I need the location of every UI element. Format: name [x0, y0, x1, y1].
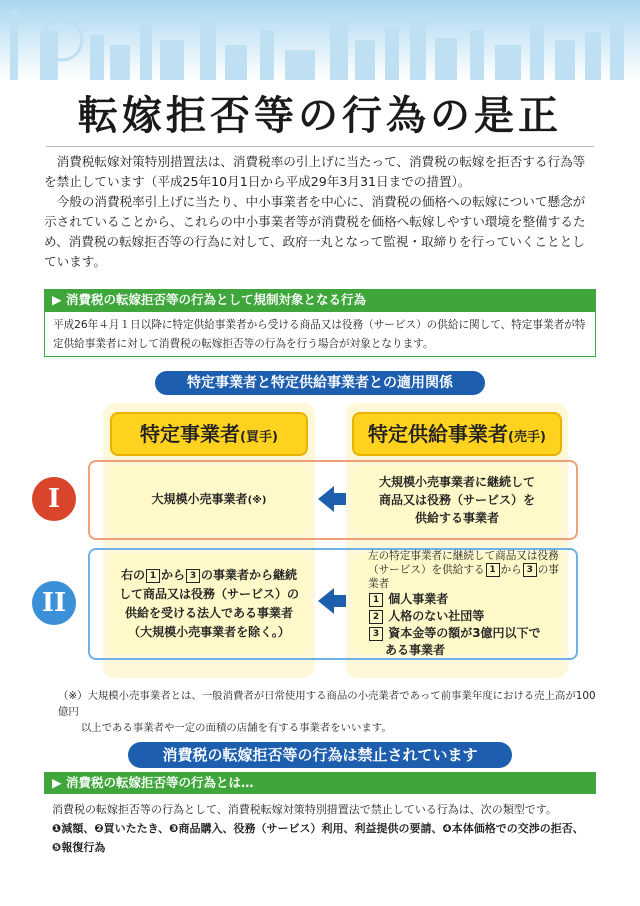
row2-badge: II	[32, 581, 76, 625]
row1-buyer-mark: (※)	[247, 495, 267, 506]
row2-seller-item-3-cont: ある事業者	[385, 643, 446, 657]
num-1-box-small: 1	[486, 563, 500, 577]
num-1-box: 1	[146, 569, 160, 583]
buyer-header-tag: (買手)	[240, 430, 278, 445]
item-2-num: 2	[369, 610, 383, 624]
row2-buyer-b: から	[160, 568, 185, 582]
footnote-line-1: （※）大規模小売事業者とは、一般消費者が日常使用する商品の小売業者であって前事業年度における売上高が100億円	[58, 690, 596, 718]
row1-arrow-icon	[318, 484, 346, 514]
num-3-box: 3	[186, 569, 200, 583]
footnote	[58, 688, 598, 736]
row1-seller-line-3: 供給する事業者	[414, 511, 499, 525]
section2-heading: ▶ 消費税の転嫁拒否等の行為とは…	[44, 772, 596, 794]
intro-paragraph-1: 消費税転嫁対策特別措置法は、消費税率の引上げに当たって、消費税の転嫁を拒否する行為等を禁止しています（平成25年10月1日から平成29年3月31日までの措置）。	[44, 154, 586, 189]
row2-seller-item-2	[368, 608, 484, 625]
row2-seller-intro-c: から	[500, 564, 522, 576]
intro-text	[44, 152, 596, 272]
row2-buyer-line-1	[121, 566, 297, 585]
title-divider	[46, 146, 594, 147]
row1-buyer-label: 大規模小売事業者	[151, 492, 248, 506]
row2-seller-intro-d: の事業者	[368, 564, 559, 590]
row1-buyer-text	[152, 490, 267, 510]
row1-seller-line-1: 大規模小売事業者に継続して	[378, 475, 535, 489]
row2-seller-intro	[368, 549, 562, 591]
buyer-header	[110, 412, 308, 456]
row1-seller-line-2: 商品又は役務（サービス）を	[378, 493, 535, 507]
item-1-text: 個人事業者	[388, 592, 449, 606]
section1-heading: ▶ 消費税の転嫁拒否等の行為として規制対象となる行為	[44, 289, 596, 311]
footnote-line-2: 以上である事業者や一定の面積の店舗を有する事業者をいいます。	[80, 722, 392, 734]
intro-paragraph-2: 今般の消費税率引上げに当たり、中小事業者を中心に、消費税の価格への転嫁について懸念が示されていることから、これらの中小事業者等が消費税を価格へ転嫁しやすい環境を整備するため、消費税の転嫁拒否等の行為に対して、政府一丸となって監視・取締りを行っていくこととしています。	[44, 194, 586, 269]
row1-buyer	[110, 466, 308, 534]
section2-types-2: ❺報復行為	[52, 841, 106, 854]
seller-header	[352, 412, 562, 456]
row2-buyer-c: の事業者から継続	[201, 568, 298, 582]
seller-header-label: 特定供給事業者	[368, 422, 509, 446]
row2-seller-intro-a: 左の特定事業者に継続して商品又は役務	[368, 550, 559, 562]
row1-seller	[352, 466, 562, 534]
relation-pill: 特定事業者と特定供給事業者との適用関係	[155, 371, 485, 395]
item-3-text: 資本金等の額が3億円以下で	[388, 626, 541, 640]
section2-intro: 消費税の転嫁拒否等の行為として、消費税転嫁対策特別措置法で禁止している行為は、次の類型です。	[52, 803, 557, 816]
row2-arrow-icon	[318, 586, 346, 616]
section2-types: ❶減額、❷買いたたき、❸商品購入、役務（サービス）利用、利益提供の要請、❹本体価格での交渉の拒否、	[52, 822, 584, 835]
seller-header-tag: (売手)	[508, 430, 546, 445]
item-3-num: 3	[369, 627, 383, 641]
row2-seller-item-1	[368, 591, 448, 608]
section1-body: 平成26年４月１日以降に特定供給事業者から受ける商品又は役務（サービス）の供給に関して、特定事業者が特定供給事業者に対して消費税の転嫁拒否等の行為を行う場合が対象となります。	[44, 311, 596, 357]
row2-seller-item-3	[368, 625, 541, 642]
row1-badge: I	[32, 477, 76, 521]
row2-seller-intro-b: （サービス）を供給する	[368, 564, 485, 576]
section2-body	[44, 800, 596, 857]
row2-buyer-line-4: （大規模小売事業者を除く。）	[128, 625, 290, 639]
skyline-banner	[0, 0, 640, 80]
item-2-text: 人格のない社団等	[388, 609, 485, 623]
row2-buyer-line-3: 供給を受ける法人である事業者	[124, 606, 293, 620]
page-title: 転嫁拒否等の行為の是正	[78, 93, 562, 139]
buyer-header-label: 特定事業者	[140, 422, 241, 446]
prohibited-pill: 消費税の転嫁拒否等の行為は禁止されています	[128, 742, 512, 768]
row2-seller	[352, 550, 562, 657]
row2-buyer	[110, 554, 308, 654]
row2-buyer-line-2: して商品又は役務（サービス）の	[118, 587, 299, 601]
item-1-num: 1	[369, 593, 383, 607]
row2-buyer-a: 右の	[120, 568, 145, 582]
num-3-box-small: 3	[523, 563, 537, 577]
